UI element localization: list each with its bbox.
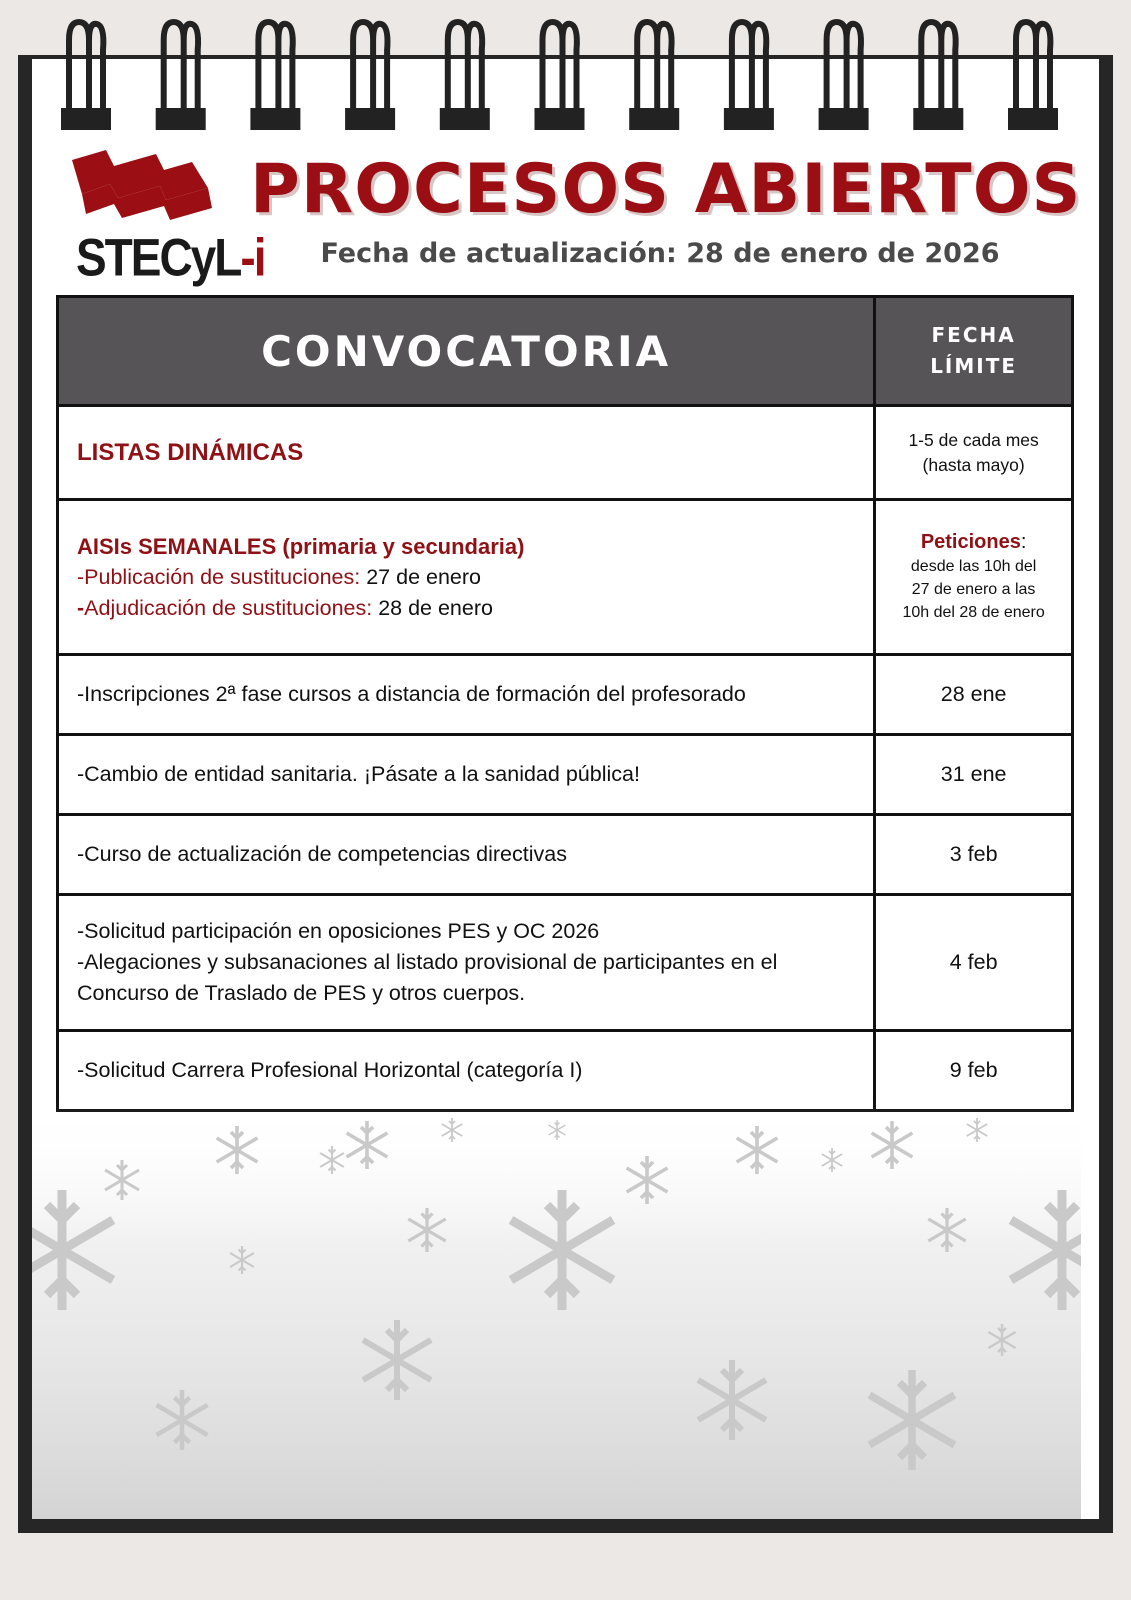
header-fecha-limite: FECHA LÍMITE <box>875 297 1073 406</box>
spiral-ring <box>61 22 111 130</box>
row-fecha: 4 feb <box>875 895 1073 1031</box>
table-row <box>58 655 1073 735</box>
spiral-ring <box>1008 22 1058 130</box>
row-fecha: 9 feb <box>875 1031 1073 1111</box>
spiral-ring <box>250 22 300 130</box>
row-fecha: 1-5 de cada mes (hasta mayo) <box>875 406 1073 500</box>
row-convocatoria: -Cambio de entidad sanitaria. ¡Pásate a la sanidad pública! <box>58 735 875 815</box>
row-convocatoria: -Inscripciones 2ª fase cursos a distancia de formación del profesorado <box>58 655 875 735</box>
table-row <box>58 815 1073 895</box>
table-row <box>58 895 1073 1031</box>
row-convocatoria: LISTAS DINÁMICAS <box>58 406 875 500</box>
table-row <box>58 1031 1073 1111</box>
spiral-ring <box>724 22 774 130</box>
row-convocatoria: AISIs SEMANALES (primaria y secundaria) -Publicación de sustituciones: 27 de enero -Adjudicación de sustituciones: 28 de enero <box>58 500 875 655</box>
logo-wordmark: STECyL-i <box>76 227 265 287</box>
page-title: PROCESOS ABIERTOS <box>250 150 1082 229</box>
header-convocatoria: CONVOCATORIA <box>58 297 875 406</box>
spiral-ring <box>629 22 679 130</box>
table-row <box>58 735 1073 815</box>
spiral-rings <box>0 0 1131 140</box>
table-header-row <box>58 297 1073 406</box>
row-fecha: 31 ene <box>875 735 1073 815</box>
spiral-ring <box>819 22 869 130</box>
table-row <box>58 406 1073 500</box>
row-convocatoria: -Curso de actualización de competencias directivas <box>58 815 875 895</box>
spiral-ring <box>156 22 206 130</box>
processes-table <box>56 295 1074 1112</box>
spiral-ring <box>535 22 585 130</box>
row-convocatoria: -Solicitud Carrera Profesional Horizontal (categoría I) <box>58 1031 875 1111</box>
row-fecha: Peticiones: desde las 10h del 27 de enero a las 10h del 28 de enero <box>875 500 1073 655</box>
row-fecha: 3 feb <box>875 815 1073 895</box>
row-fecha: 28 ene <box>875 655 1073 735</box>
table-row <box>58 500 1073 655</box>
spiral-ring <box>913 22 963 130</box>
snowflake-decoration <box>32 1100 1081 1519</box>
update-date: Fecha de actualización: 28 de enero de 2026 <box>320 238 1000 269</box>
spiral-ring <box>345 22 395 130</box>
spiral-ring <box>440 22 490 130</box>
row-convocatoria: -Solicitud participación en oposiciones PES y OC 2026 -Alegaciones y subsanaciones al listado provisional de participantes en el Concurso de Traslado de PES y otros cuerpos. <box>58 895 875 1031</box>
